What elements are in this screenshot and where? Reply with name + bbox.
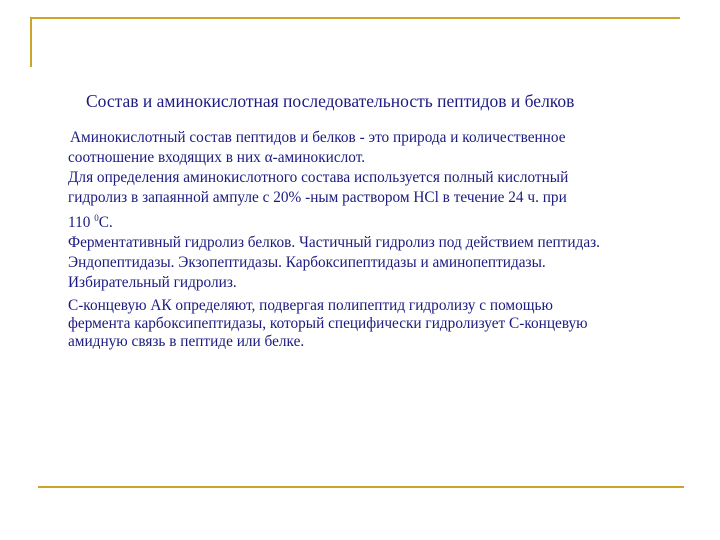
paragraph-line: гидролиз в запаянной ампуле с 20% -ным раствором HCl в течение 24 ч. при (68, 189, 567, 206)
paragraph-line: Избирательный гидролиз. (68, 274, 237, 291)
paragraph-line: Эндопептидазы. Экзопептидазы. Карбоксипептидазы и аминопептидазы. (68, 254, 546, 271)
frame-bottom-line (38, 486, 684, 488)
slide-body (68, 128, 693, 351)
frame-top-line (30, 17, 680, 19)
paragraph-line: амидную связь в пептиде или белке. (68, 333, 305, 350)
temperature-unit: С. (98, 214, 113, 231)
degree-superscript: 0 (94, 213, 99, 223)
paragraph-line: Ферментативный гидролиз белков. Частичный гидролиз под действием пептидаз. (68, 234, 600, 251)
paragraph-line: С-концевую АК определяют, подвергая полипептид гидролизу с помощью (68, 297, 553, 314)
slide-title: Состав и аминокислотная последовательность пептидов и белков (86, 91, 575, 111)
paragraph-line: фермента карбоксипептидазы, который специфически гидролизует С-концевую (68, 315, 588, 332)
paragraph-line: Аминокислотный состав пептидов и белков - это природа и количественное (70, 129, 566, 146)
frame-left-line (30, 17, 32, 67)
temperature-value: 110 (68, 214, 95, 231)
paragraph-line: Для определения аминокислотного состава используется полный кислотный (68, 169, 569, 186)
paragraph-line: соотношение входящих в них α-аминокислот. (68, 149, 366, 166)
paragraph-line-temperature (68, 208, 693, 233)
